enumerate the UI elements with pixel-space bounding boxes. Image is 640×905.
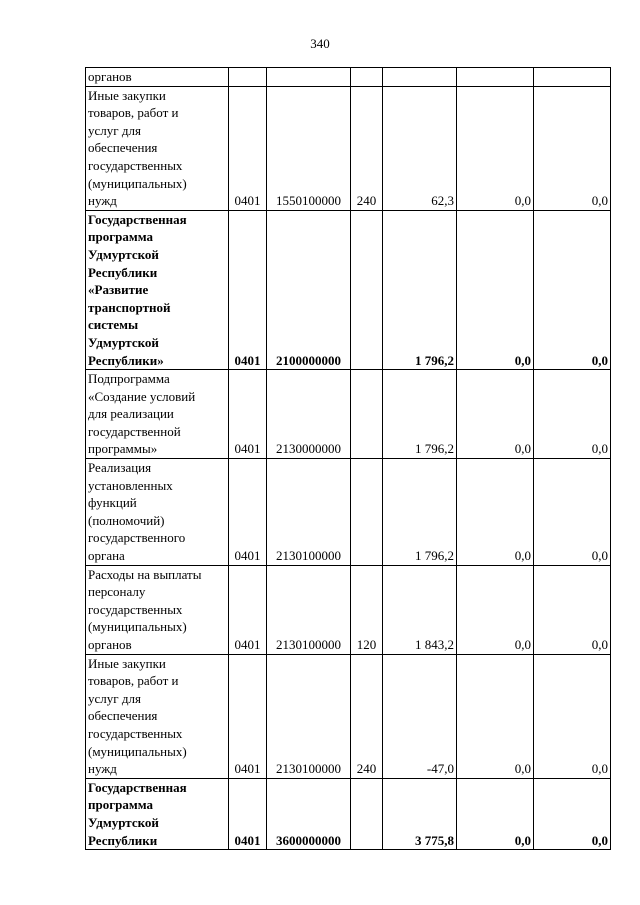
table-row [86, 68, 611, 87]
section-code-cell: 0401 [229, 86, 267, 210]
amount-2-cell: 0,0 [457, 778, 534, 849]
table-row [86, 654, 611, 778]
amount-3-cell: 0,0 [534, 778, 611, 849]
table-row [86, 565, 611, 654]
item-name-cell: Государственная программа Удмуртской Республики «Развитие транспортной системы Удмуртской Республики» [86, 210, 229, 369]
amount-3-cell: 0,0 [534, 86, 611, 210]
expense-type-cell [351, 459, 383, 566]
expense-type-cell: 240 [351, 86, 383, 210]
expense-type-cell [351, 210, 383, 369]
section-code-cell: 0401 [229, 370, 267, 459]
amount-cell: 62,3 [383, 86, 457, 210]
amount-3-cell: 0,0 [534, 370, 611, 459]
expense-type-cell [351, 68, 383, 87]
target-code-cell: 2130100000 [267, 459, 351, 566]
amount-3-cell: 0,0 [534, 459, 611, 566]
table-row [86, 86, 611, 210]
table-row [86, 210, 611, 369]
amount-3-cell: 0,0 [534, 565, 611, 654]
target-code-cell [267, 68, 351, 87]
expense-type-cell: 120 [351, 565, 383, 654]
amount-3-cell [534, 68, 611, 87]
amount-cell: 1 843,2 [383, 565, 457, 654]
amount-cell: 1 796,2 [383, 210, 457, 369]
amount-cell: 1 796,2 [383, 459, 457, 566]
target-code-cell: 2130100000 [267, 654, 351, 778]
item-name-cell: Подпрограмма «Создание условий для реализации государственной программы» [86, 370, 229, 459]
table-row [86, 370, 611, 459]
amount-2-cell: 0,0 [457, 459, 534, 566]
table-row [86, 778, 611, 849]
amount-cell: 1 796,2 [383, 370, 457, 459]
amount-2-cell: 0,0 [457, 370, 534, 459]
section-code-cell: 0401 [229, 210, 267, 369]
item-name-cell: Расходы на выплаты персоналу государственных (муниципальных) органов [86, 565, 229, 654]
section-code-cell: 0401 [229, 654, 267, 778]
item-name-cell: органов [86, 68, 229, 87]
section-code-cell: 0401 [229, 565, 267, 654]
item-name-cell: Государственная программа Удмуртской Республики [86, 778, 229, 849]
item-name-cell: Иные закупки товаров, работ и услуг для обеспечения государственных (муниципальных) нужд [86, 654, 229, 778]
amount-3-cell: 0,0 [534, 654, 611, 778]
amount-cell: -47,0 [383, 654, 457, 778]
section-code-cell: 0401 [229, 778, 267, 849]
amount-2-cell [457, 68, 534, 87]
expense-type-cell [351, 370, 383, 459]
amount-2-cell: 0,0 [457, 210, 534, 369]
target-code-cell: 1550100000 [267, 86, 351, 210]
table-row [86, 459, 611, 566]
target-code-cell: 2130000000 [267, 370, 351, 459]
target-code-cell: 2100000000 [267, 210, 351, 369]
page-number: 340 [310, 36, 330, 51]
target-code-cell: 2130100000 [267, 565, 351, 654]
expense-type-cell [351, 778, 383, 849]
amount-cell [383, 68, 457, 87]
section-code-cell [229, 68, 267, 87]
amount-2-cell: 0,0 [457, 86, 534, 210]
budget-table [85, 67, 611, 850]
amount-3-cell: 0,0 [534, 210, 611, 369]
section-code-cell: 0401 [229, 459, 267, 566]
amount-cell: 3 775,8 [383, 778, 457, 849]
amount-2-cell: 0,0 [457, 654, 534, 778]
target-code-cell: 3600000000 [267, 778, 351, 849]
expense-type-cell: 240 [351, 654, 383, 778]
item-name-cell: Реализация установленных функций (полномочий) государственного органа [86, 459, 229, 566]
amount-2-cell: 0,0 [457, 565, 534, 654]
item-name-cell: Иные закупки товаров, работ и услуг для обеспечения государственных (муниципальных) нужд [86, 86, 229, 210]
budget-table-body [86, 68, 611, 850]
